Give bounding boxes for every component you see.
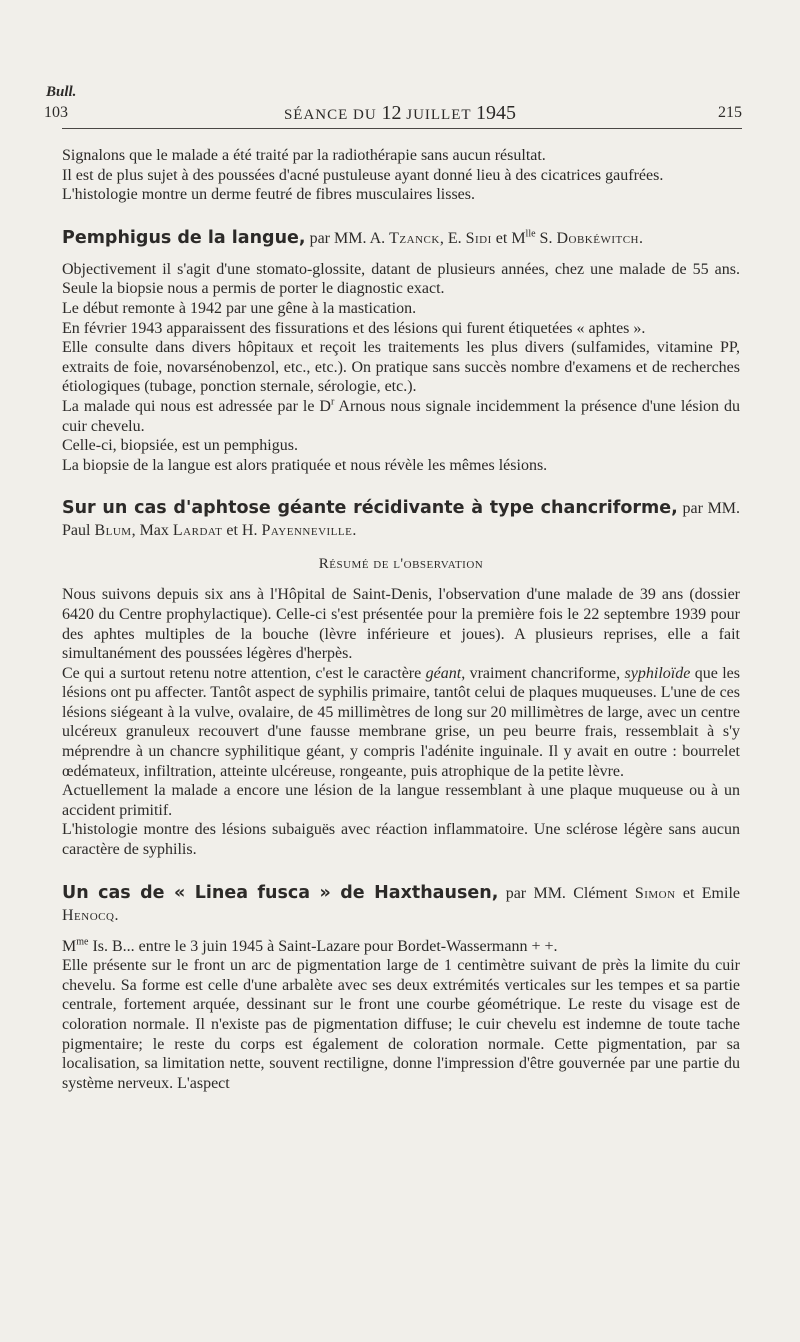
running-month: JUILLET <box>406 107 472 123</box>
body-text <box>62 146 740 1093</box>
article-paragraph: Actuellement la malade a encore une lésion de la langue ressemblant à une plaque muqueuse ou à un accident primitif. <box>62 782 740 819</box>
author-separator: , E. <box>439 229 462 247</box>
superscript: me <box>76 936 89 948</box>
superscript: r <box>330 396 335 408</box>
issue-number: 103 <box>44 104 68 121</box>
author-separator: et H. <box>226 522 258 540</box>
authors-prefix: par <box>682 500 703 518</box>
author-name: Sidi <box>465 229 492 247</box>
running-year: 1945 <box>476 102 517 124</box>
authors-prefix: MM. Paul <box>62 500 741 540</box>
intro-paragraph: Il est de plus sujet à des poussées d'acné pustuleuse ayant donné lieu à des cicatrices gaufrées. <box>62 166 664 184</box>
author-name: Blum <box>94 522 132 540</box>
author-name: Lardat <box>172 522 223 540</box>
superscript: lle <box>525 228 536 240</box>
article-title: Sur un cas d'aphtose géante récidivante à type chancriforme, <box>62 498 678 519</box>
author-name: Tzanck <box>389 229 440 247</box>
page-number: 215 <box>718 104 742 121</box>
article-heading-pemphigus <box>62 227 740 250</box>
running-header <box>0 102 800 125</box>
author-name: Henocq. <box>62 906 119 924</box>
article-paragraph: En février 1943 apparaissent des fissurations et des lésions qui furent étiquetées « aphtes ». <box>62 319 646 337</box>
article-paragraph <box>62 397 740 436</box>
header-rule <box>62 128 742 129</box>
authors-prefix: par MM. A. <box>309 229 386 247</box>
author-separator: et Emile <box>682 884 740 902</box>
article-heading-aphtose <box>62 497 740 542</box>
author-separator: S. <box>539 229 553 247</box>
paragraph-text: M <box>62 937 77 955</box>
article-paragraph: Le début remonte à 1942 par une gêne à la mastication. <box>62 299 417 317</box>
article-paragraph: La biopsie de la langue est alors pratiquée et nous révèle les mêmes lésions. <box>62 456 548 474</box>
journal-abbreviation: Bull. <box>46 84 77 100</box>
article-paragraph <box>62 664 740 782</box>
paragraph-text: La malade qui nous est adressée par le D <box>62 397 331 415</box>
article-paragraph: Nous suivons depuis six ans à l'Hôpital de Saint-Denis, l'observation d'une malade de 39 ans (dossier 6420 du Centre prophylactique). Celle-ci s'est présentée pour la première fois le 22 septembre 1939 pour des aphtes multiples de la bouche (lèvre inférieure et joues). A plusieurs reprises, elle a fait simultanément des poussées légères d'herpès. <box>62 586 740 663</box>
article-paragraph: Celle-ci, biopsiée, est un pemphigus. <box>62 437 298 455</box>
article-paragraph: Elle consulte dans divers hôpitaux et reçoit les traitements les plus divers (sulfamides, vitamine PP, extraits de foie, novarsénobenzol, etc., etc.). On pratique sans succès nombre d'examens et de recherches étiologiques (tubage, ponction sternale, sérologie, etc.). <box>62 339 740 396</box>
article-paragraph: L'histologie montre des lésions subaiguës avec réaction inflammatoire. Une sclérose légère sans aucun caractère de syphilis. <box>62 821 740 859</box>
intro-paragraph: L'histologie montre un derme feutré de fibres musculaires lisses. <box>62 186 475 204</box>
paragraph-text: Is. B... entre le 3 juin 1945 à Saint-Lazare pour Bordet-Wassermann + +. <box>88 937 558 955</box>
authors-prefix: par MM. Clément <box>505 884 628 902</box>
article-title: Un cas de « Linea fusca » de Haxthausen, <box>62 882 499 903</box>
article-heading-linea-fusca <box>62 882 740 927</box>
paragraph-text: que les lésions ont pu affecter. Tantôt aspect de syphilis primaire, tantôt celui de plaques muqueuses. L'une de ces lésions siégeant à la vulve, ovalaire, de 45 millimètres de long sur 20 millimètres de large, avec un centre ulcéreux granuleux recouvert d'une fausse membrane grise, un peu beurre frais, ressemblait à s'y méprendre à un chancre syphilitique géant, y compris l'adénite inguinale. Il y avait en outre : bourrelet œdémateux, infiltration, atteinte ulcéreuse, rongeante, puis atrophique de la petite lèvre. <box>62 664 740 780</box>
article-paragraph: Elle présente sur le front un arc de pigmentation large de 1 centimètre suivant de près la limite du cuir chevelu. Sa forme est celle d'une arbalète avec ses deux extrémités verticales sur les tempes et sa partie centrale, fortement arquée, dessinant sur le front une courbe géométrique. Le reste du visage est de coloration normale. Il n'existe pas de pigmentation diffuse; le cuir chevelu est indemne de toute tache pigmentaire; le reste du corps est également de coloration normale. Cette pigmentation, par sa localisation, sa limitation nette, souvent rectiligne, donne l'impression d'être gouvernée par une partie du système nerveux. L'aspect <box>62 957 740 1092</box>
article-title: Pemphigus de la langue, <box>62 227 306 248</box>
article-paragraph <box>62 937 740 957</box>
author-name: Payenneville. <box>261 522 357 540</box>
italic-text: syphiloïde <box>624 664 691 682</box>
running-prefix: SÉANCE DU <box>283 107 377 123</box>
running-day: 12 <box>381 102 402 124</box>
author-separator: et M <box>495 229 526 247</box>
author-separator: , Max <box>131 522 169 540</box>
paragraph-text: Arnous nous signale incidemment la présence d'une lésion du cuir chevelu. <box>62 397 741 435</box>
italic-text: géant <box>425 664 462 682</box>
paragraph-text: Ce qui a surtout retenu notre attention, c'est le caractère <box>62 664 426 682</box>
paragraph-text: , vraiment chancriforme, <box>461 664 625 682</box>
author-name: Dobkéwitch. <box>556 229 644 247</box>
author-name: Simon <box>634 884 676 902</box>
article-paragraph: Objectivement il s'agit d'une stomato-glossite, datant de plusieurs années, chez une malade de 55 ans. Seule la biopsie nous a permis de porter le diagnostic exact. <box>62 260 740 298</box>
intro-paragraph: Signalons que le malade a été traité par la radiothérapie sans aucun résultat. <box>62 147 546 164</box>
section-subtitle: Résumé de l'observation <box>318 556 484 573</box>
